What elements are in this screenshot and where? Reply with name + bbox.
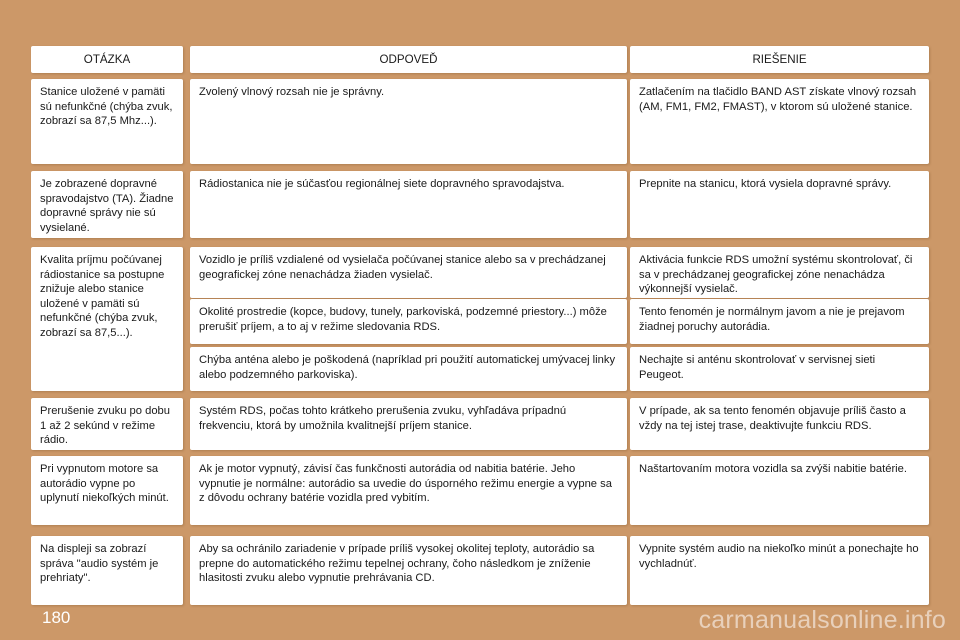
answer-cell: Chýba anténa alebo je poškodená (napríklad pri použití automatickej umývacej linky alebo podzemného parkoviska).	[190, 347, 627, 391]
question-cell: Na displeji sa zobrazí správa "audio systém je prehriaty".	[31, 536, 183, 605]
header-solution: RIEŠENIE	[630, 46, 929, 73]
watermark: carmanualsonline.info	[698, 606, 946, 634]
header-answer: ODPOVEĎ	[190, 46, 627, 73]
solution-cell: Naštartovaním motora vozidla sa zvýši nabitie batérie.	[630, 456, 929, 525]
solution-cell: Vypnite systém audio na niekoľko minút a ponechajte ho vychladnúť.	[630, 536, 929, 605]
answer-cell: Systém RDS, počas tohto krátkeho prerušenia zvuku, vyhľadáva prípadnú frekvenciu, ktorá by umožnila kvalitnejší príjem stanice.	[190, 398, 627, 450]
answer-cell: Rádiostanica nie je súčasťou regionálnej siete dopravného spravodajstva.	[190, 171, 627, 238]
solution-cell: Zatlačením na tlačidlo BAND AST získate vlnový rozsah (AM, FM1, FM2, FMAST), v ktorom sú uložené stanice.	[630, 79, 929, 164]
answer-cell: Zvolený vlnový rozsah nie je správny.	[190, 79, 627, 164]
question-cell: Prerušenie zvuku po dobu 1 až 2 sekúnd v režime rádio.	[31, 398, 183, 450]
answer-cell: Vozidlo je príliš vzdialené od vysielača počúvanej stanice alebo sa v prechádzanej geografickej zóne nenachádza žiaden vysielač.	[190, 247, 627, 298]
solution-cell: Prepnite na stanicu, ktorá vysiela dopravné správy.	[630, 171, 929, 238]
answer-cell: Ak je motor vypnutý, závisí čas funkčnosti autorádia od nabitia batérie. Jeho vypnutie je normálne: autorádio sa uvedie do úsporného režimu energie a vypne sa z dôvodu ochrany batérie vozidla pred vybitím.	[190, 456, 627, 525]
solution-cell: Nechajte si anténu skontrolovať v servisnej sieti Peugeot.	[630, 347, 929, 391]
question-cell: Je zobrazené dopravné spravodajstvo (TA). Žiadne dopravné správy nie sú vysielané.	[31, 171, 183, 238]
solution-cell: Aktivácia funkcie RDS umožní systému skontrolovať, či sa v prechádzanej geografickej zóne nenachádza výkonnejší vysielač.	[630, 247, 929, 298]
answer-cell: Aby sa ochránilo zariadenie v prípade príliš vysokej okolitej teploty, autorádio sa prepne do automatického režimu tepelnej ochrany, čoho následkom je zníženie hlasitosti zvuku alebo vypnutie prehrávania CD.	[190, 536, 627, 605]
page-number: 180	[42, 608, 71, 627]
question-cell: Stanice uložené v pamäti sú nefunkčné (chýba zvuk, zobrazí sa 87,5 Mhz...).	[31, 79, 183, 164]
solution-cell: V prípade, ak sa tento fenomén objavuje príliš často a vždy na tej istej trase, deaktivujte funkciu RDS.	[630, 398, 929, 450]
solution-cell: Tento fenomén je normálnym javom a nie je prejavom žiadnej poruchy autorádia.	[630, 299, 929, 344]
answer-cell: Okolité prostredie (kopce, budovy, tunely, parkoviská, podzemné priestory...) môže prerušiť príjem, a to aj v režime sledovania RDS.	[190, 299, 627, 344]
question-cell: Kvalita príjmu počúvanej rádiostanice sa postupne znižuje alebo stanice uložené v pamäti sú nefunkčné (chýba zvuk, zobrazí sa 87,5...).	[31, 247, 183, 391]
header-question: OTÁZKA	[31, 46, 183, 73]
question-cell: Pri vypnutom motore sa autorádio vypne po uplynutí niekoľkých minút.	[31, 456, 183, 525]
